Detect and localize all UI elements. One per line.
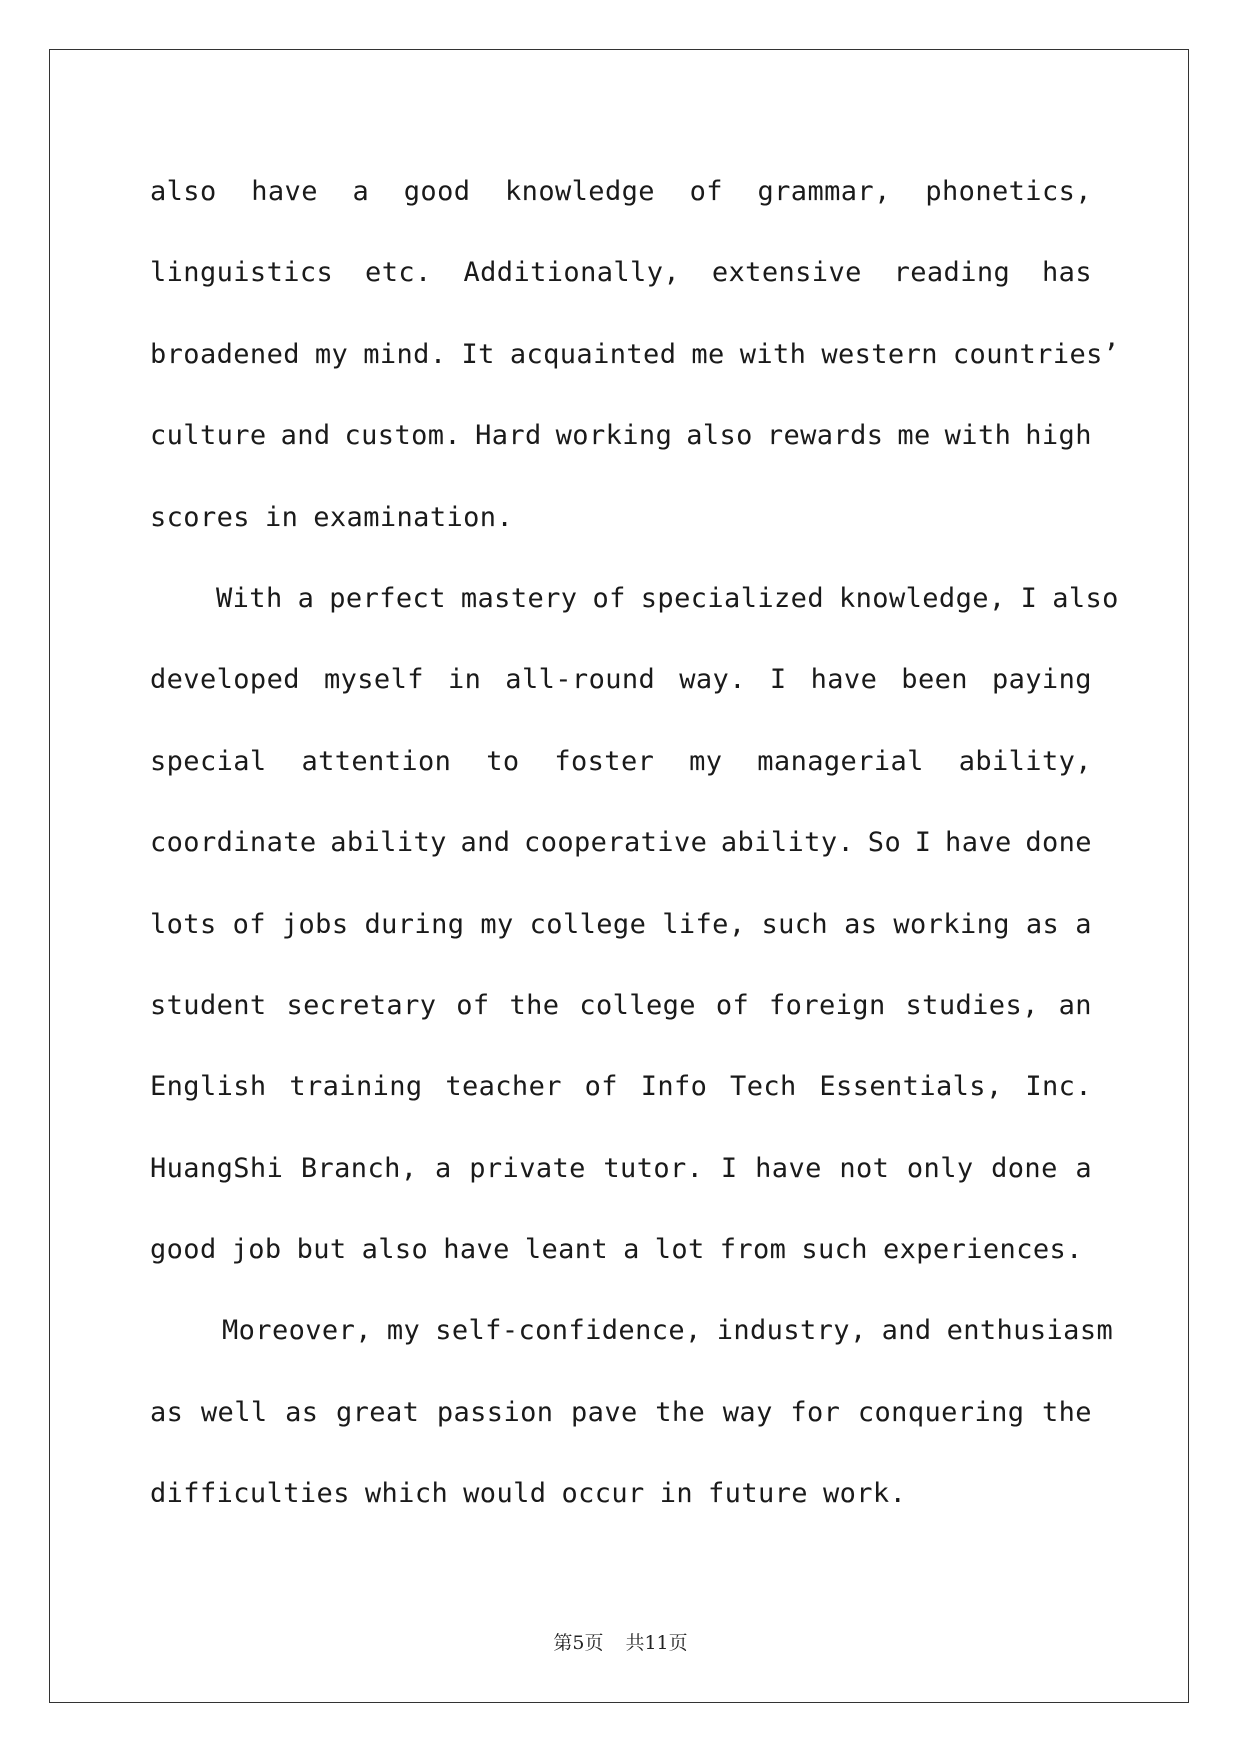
word: a bbox=[1075, 1152, 1092, 1184]
word: to bbox=[486, 745, 520, 777]
word: Tech bbox=[730, 1071, 797, 1103]
word: has bbox=[1042, 257, 1092, 289]
text-line: good job but also have leant a lot from such experiences. bbox=[150, 1234, 1083, 1266]
word: English bbox=[150, 1071, 267, 1103]
word: ability. bbox=[720, 827, 855, 859]
word: foreign bbox=[769, 989, 886, 1021]
word: student bbox=[150, 989, 267, 1021]
word: and bbox=[460, 827, 511, 859]
word: well bbox=[200, 1396, 268, 1428]
word: high bbox=[1025, 420, 1092, 452]
text-line bbox=[150, 801, 1092, 882]
text-line bbox=[150, 964, 1092, 1045]
word: I bbox=[720, 1152, 738, 1184]
word: college bbox=[529, 908, 647, 940]
word: for bbox=[790, 1396, 841, 1428]
text-line: Moreover, my self-confidence, industry, and enthusiasm bbox=[222, 1315, 1114, 1347]
word: special bbox=[150, 745, 267, 777]
word: attention bbox=[301, 745, 452, 777]
word: managerial bbox=[757, 745, 924, 777]
word: custom. bbox=[344, 420, 462, 452]
word: grammar, bbox=[757, 176, 891, 207]
word: during bbox=[364, 908, 465, 940]
word: I bbox=[769, 664, 787, 696]
body-text bbox=[150, 150, 1120, 1534]
word: with bbox=[944, 420, 1012, 452]
word: have bbox=[945, 827, 1012, 859]
word: conquering bbox=[857, 1396, 1025, 1428]
text-line bbox=[150, 720, 1092, 801]
word: of bbox=[456, 989, 490, 1021]
word: my bbox=[689, 745, 723, 777]
text-line bbox=[150, 150, 1092, 231]
word: also bbox=[150, 176, 217, 207]
word: have bbox=[810, 664, 878, 696]
word: great bbox=[335, 1396, 420, 1428]
text-line: broadened my mind. It acquainted me with western countries’ bbox=[150, 338, 1120, 370]
word: a bbox=[435, 1152, 452, 1184]
word: all-round bbox=[505, 664, 656, 696]
text-line: With a perfect mastery of specialized knowledge, I also bbox=[216, 582, 1119, 614]
word: way bbox=[722, 1396, 773, 1428]
word: So bbox=[867, 827, 902, 859]
word: a bbox=[1075, 908, 1092, 940]
text-line bbox=[150, 231, 1092, 312]
text-line bbox=[150, 638, 1092, 719]
word: done bbox=[1025, 827, 1092, 859]
word: secretary bbox=[286, 989, 437, 1021]
word: done bbox=[991, 1152, 1058, 1184]
page-footer bbox=[0, 1628, 1241, 1655]
word: of bbox=[232, 908, 266, 940]
word: of bbox=[584, 1071, 618, 1103]
word: way. bbox=[679, 664, 746, 696]
text-line: difficulties which would occur in future work. bbox=[150, 1478, 907, 1510]
word: college bbox=[579, 989, 696, 1021]
word: ability, bbox=[958, 745, 1092, 777]
word: lots bbox=[150, 908, 217, 940]
page-number: 第5页 bbox=[553, 1632, 604, 1654]
word: HuangShi bbox=[150, 1152, 284, 1184]
word: passion bbox=[436, 1396, 554, 1428]
word: as bbox=[150, 1396, 184, 1428]
word: Branch, bbox=[300, 1152, 418, 1184]
word: Info bbox=[640, 1071, 708, 1103]
text-line bbox=[150, 883, 1092, 964]
word: a bbox=[352, 176, 370, 207]
word: cooperative bbox=[524, 827, 708, 859]
word: not bbox=[839, 1152, 890, 1184]
word: only bbox=[906, 1152, 974, 1184]
word: I bbox=[914, 827, 932, 859]
word: working bbox=[893, 908, 1010, 940]
word: the bbox=[655, 1396, 706, 1428]
word: myself bbox=[323, 664, 424, 696]
word: working bbox=[555, 420, 673, 452]
word: the bbox=[509, 989, 560, 1021]
word: in bbox=[447, 664, 482, 696]
word: private bbox=[469, 1152, 586, 1184]
word: life, bbox=[662, 908, 746, 940]
word: training bbox=[289, 1071, 423, 1103]
word: Additionally, bbox=[463, 257, 681, 289]
word: linguistics bbox=[150, 257, 334, 289]
word: reading bbox=[893, 257, 1011, 289]
word: have bbox=[755, 1152, 822, 1184]
word: as bbox=[285, 1396, 319, 1428]
word: coordinate bbox=[150, 827, 317, 859]
word: as bbox=[844, 908, 878, 940]
word: teacher bbox=[445, 1071, 562, 1103]
word: extensive bbox=[711, 257, 862, 289]
word: culture bbox=[150, 420, 267, 452]
word: pave bbox=[571, 1396, 638, 1428]
word: have bbox=[251, 176, 318, 207]
word: Hard bbox=[475, 420, 542, 452]
word: Inc. bbox=[1025, 1071, 1092, 1103]
word: of bbox=[689, 176, 723, 207]
word: the bbox=[1042, 1396, 1092, 1428]
word: me bbox=[897, 420, 931, 452]
word: foster bbox=[554, 745, 655, 777]
word: my bbox=[480, 908, 514, 940]
text-line bbox=[150, 1371, 1092, 1452]
word: an bbox=[1058, 989, 1092, 1021]
word: studies, bbox=[905, 989, 1039, 1021]
word: ability bbox=[330, 827, 447, 859]
text-line bbox=[150, 1127, 1092, 1208]
word: good bbox=[403, 176, 471, 207]
word: rewards bbox=[766, 420, 884, 452]
word: also bbox=[686, 420, 753, 452]
word: developed bbox=[150, 664, 300, 696]
word: of bbox=[715, 989, 750, 1021]
word: knowledge bbox=[505, 176, 655, 207]
word: and bbox=[280, 420, 331, 452]
word: as bbox=[1025, 908, 1060, 940]
word: Essentials, bbox=[819, 1071, 1003, 1103]
word: been bbox=[901, 664, 968, 696]
word: etc. bbox=[365, 257, 432, 289]
text-line bbox=[150, 1045, 1092, 1126]
page-total: 共11页 bbox=[625, 1632, 688, 1654]
word: tutor. bbox=[603, 1152, 704, 1184]
text-line: scores in examination. bbox=[150, 501, 514, 533]
word: paying bbox=[991, 664, 1092, 696]
word: phonetics, bbox=[925, 176, 1092, 207]
word: such bbox=[761, 908, 829, 940]
text-line bbox=[150, 394, 1092, 475]
word: jobs bbox=[281, 908, 349, 940]
